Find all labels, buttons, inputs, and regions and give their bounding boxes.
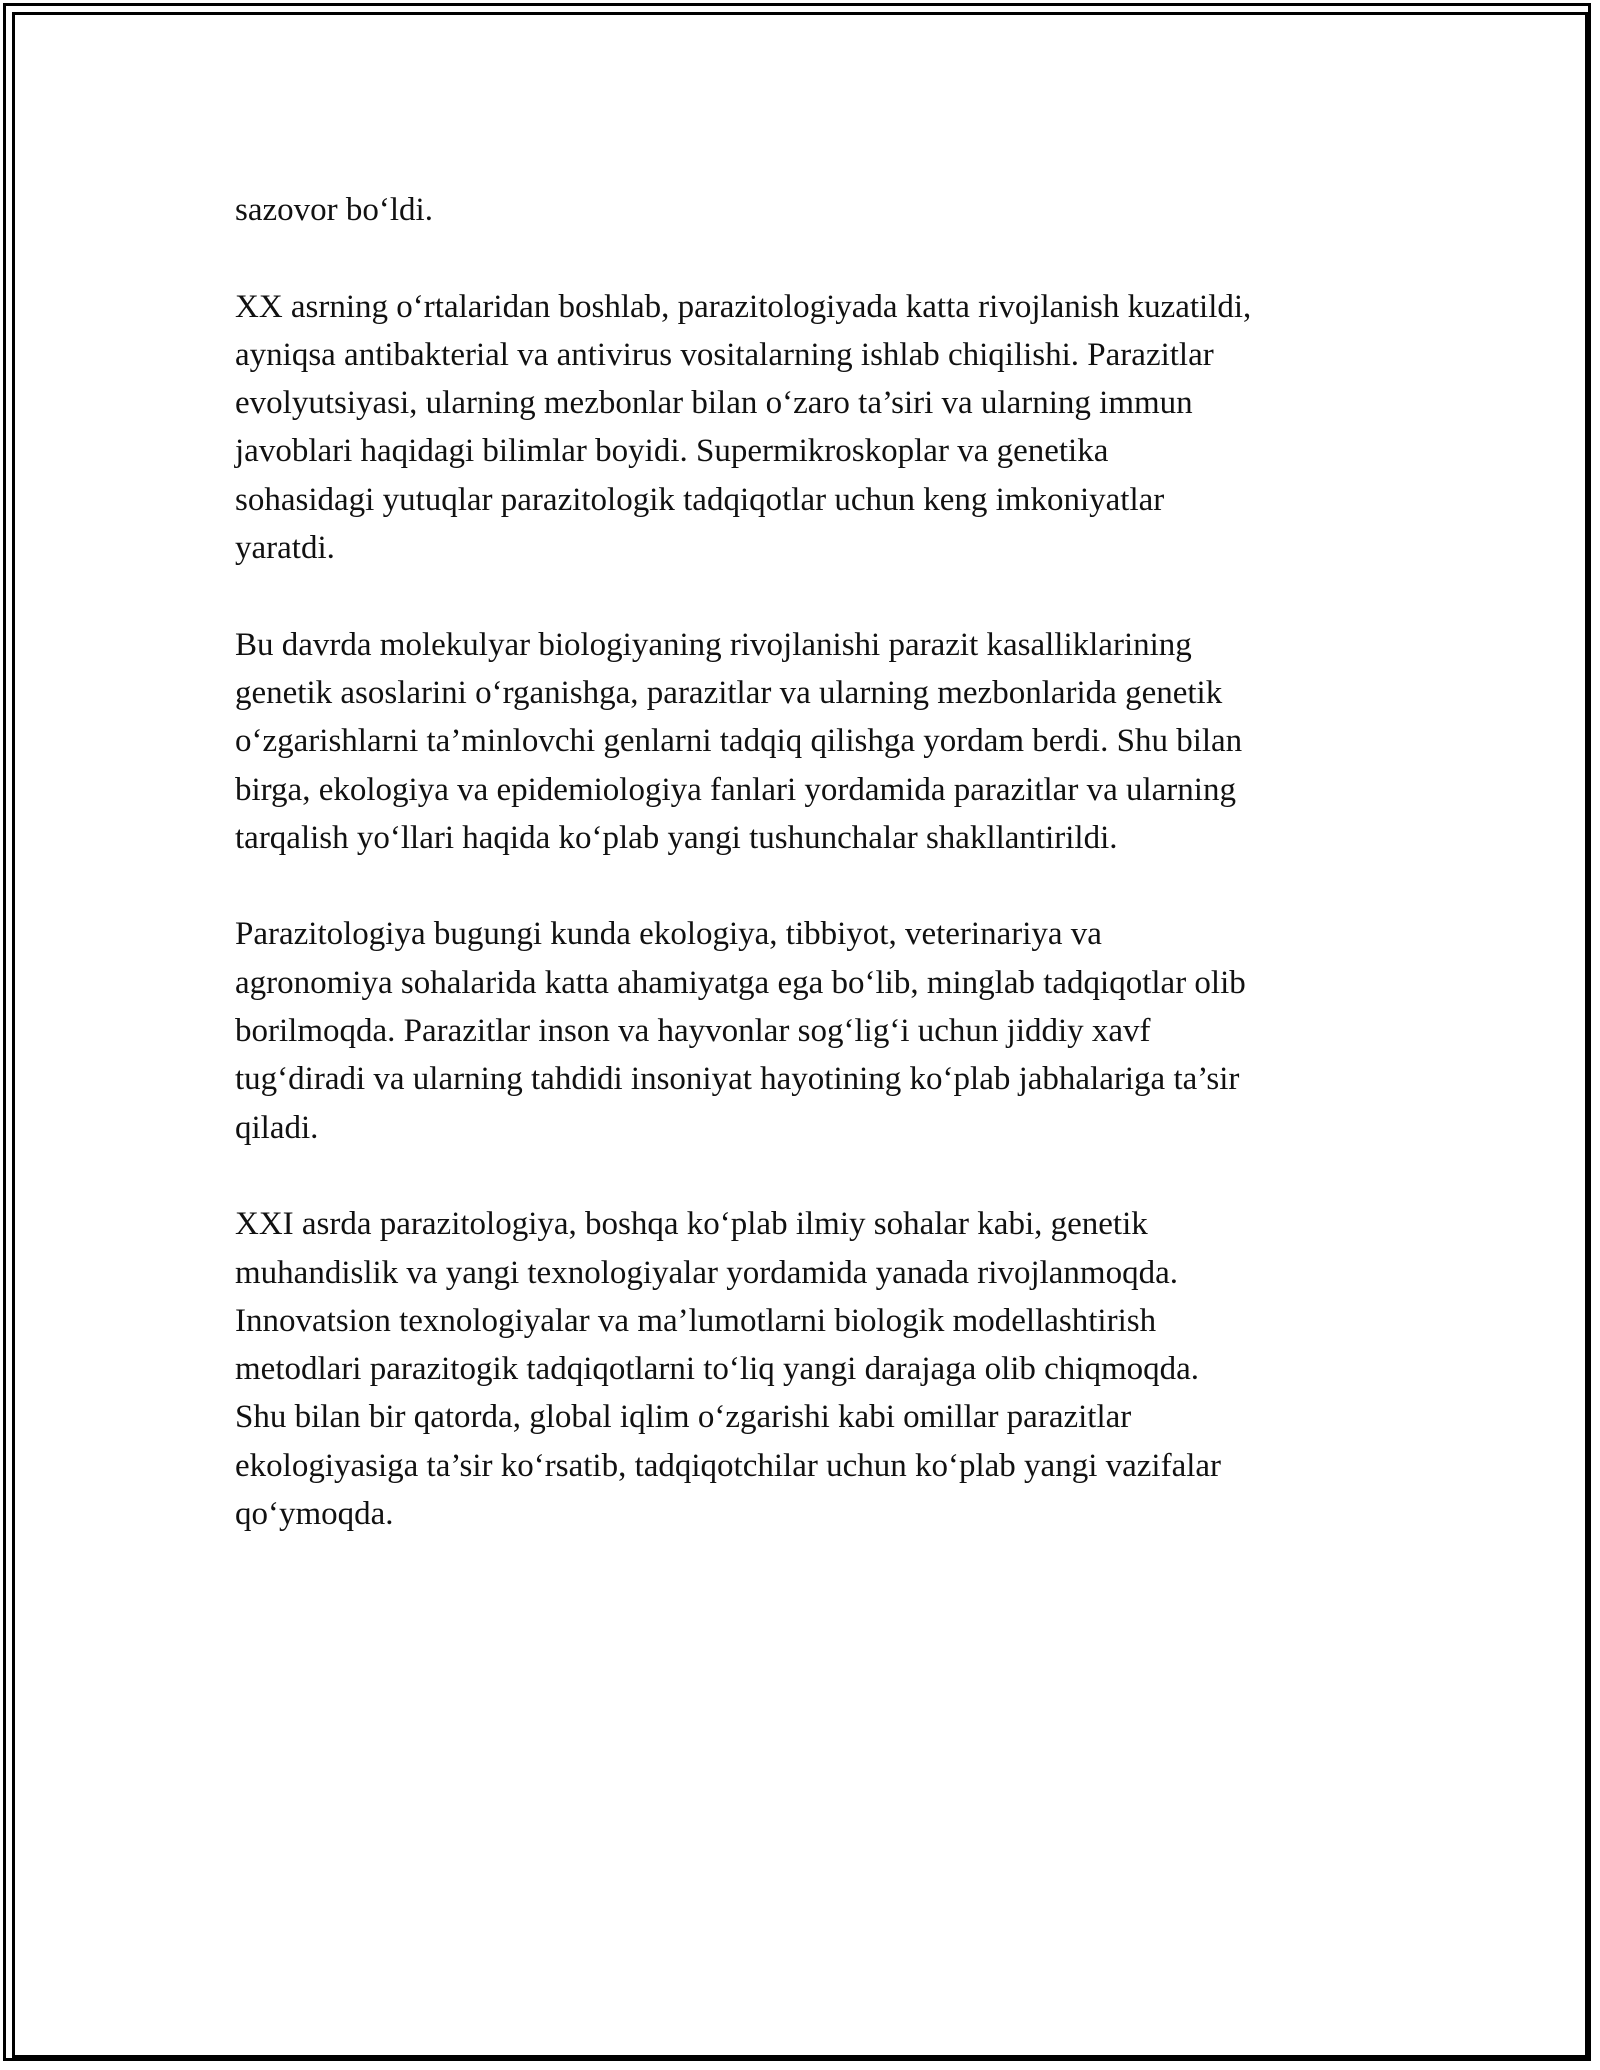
paragraph-3 (235, 621, 1375, 862)
text-line: agronomiya sohalarida katta ahamiyatga ega bo‘lib, minglab tadqiqotlar olib (235, 964, 1246, 1001)
text-line: yaratdi. (235, 530, 335, 567)
text-line: sohasidagi yutuqlar parazitologik tadqiqotlar uchun keng imkoniyatlar (235, 481, 1165, 518)
paragraph-4 (235, 910, 1375, 1151)
text-line: ayniqsa antibakterial va antivirus vositalarning ishlab chiqilishi. Parazitlar (235, 336, 1214, 373)
text-line: birga, ekologiya va epidemiologiya fanlari yordamida parazitlar va ularning (235, 771, 1236, 808)
text-line: borilmoqda. Parazitlar inson va hayvonlar sog‘lig‘i uchun jiddiy xavf (235, 1013, 1151, 1050)
text-line: evolyutsiyasi, ularning mezbonlar bilan o‘zaro ta’siri va ularning immun (235, 385, 1193, 422)
text-line: javoblari haqidagi bilimlar boyidi. Supermikroskoplar va genetika (235, 433, 1109, 470)
text-line: Innovatsion texnologiyalar va ma’lumotlarni biologik modellashtirish (235, 1302, 1157, 1339)
text-line: ekologiyasiga ta’sir ko‘rsatib, tadqiqotchilar uchun ko‘plab yangi vazifalar (235, 1447, 1222, 1484)
text-line: qiladi. (235, 1109, 319, 1146)
text-line: Parazitologiya bugungi kunda ekologiya, tibbiyot, veterinariya va (235, 916, 1102, 953)
paragraph-1 (235, 186, 1375, 234)
paragraph-2 (235, 283, 1375, 573)
text-line: sazovor bo‘ldi. (235, 192, 433, 228)
text-line: XXI asrda parazitologiya, boshqa ko‘plab ilmiy sohalar kabi, genetik (235, 1206, 1148, 1243)
text-line: o‘zgarishlarni ta’minlovchi genlarni tadqiq qilishga yordam berdi. Shu bilan (235, 723, 1243, 760)
text-line: tarqalish yo‘llari haqida ko‘plab yangi tushunchalar shakllantirildi. (235, 819, 1118, 856)
document-body (235, 186, 1375, 1587)
text-line: Shu bilan bir qatorda, global iqlim o‘zgarishi kabi omillar parazitlar (235, 1399, 1132, 1436)
text-line: genetik asoslarini o‘rganishga, parazitlar va ularning mezbonlarida genetik (235, 674, 1223, 711)
text-line: Bu davrda molekulyar biologiyaning rivojlanishi parazit kasalliklarining (235, 626, 1192, 663)
text-line: XX asrning o‘rtalaridan boshlab, parazitologiyada katta rivojlanish kuzatildi, (235, 288, 1252, 325)
text-line: qo‘ymoqda. (235, 1496, 394, 1533)
paragraph-5 (235, 1200, 1375, 1538)
text-line: metodlari parazitogik tadqiqotlarni to‘liq yangi darajaga olib chiqmoqda. (235, 1351, 1200, 1388)
text-line: tug‘diradi va ularning tahdidi insoniyat hayotining ko‘plab jabhalariga ta’sir (235, 1061, 1240, 1098)
text-line: muhandislik va yangi texnologiyalar yordamida yanada rivojlanmoqda. (235, 1254, 1178, 1291)
